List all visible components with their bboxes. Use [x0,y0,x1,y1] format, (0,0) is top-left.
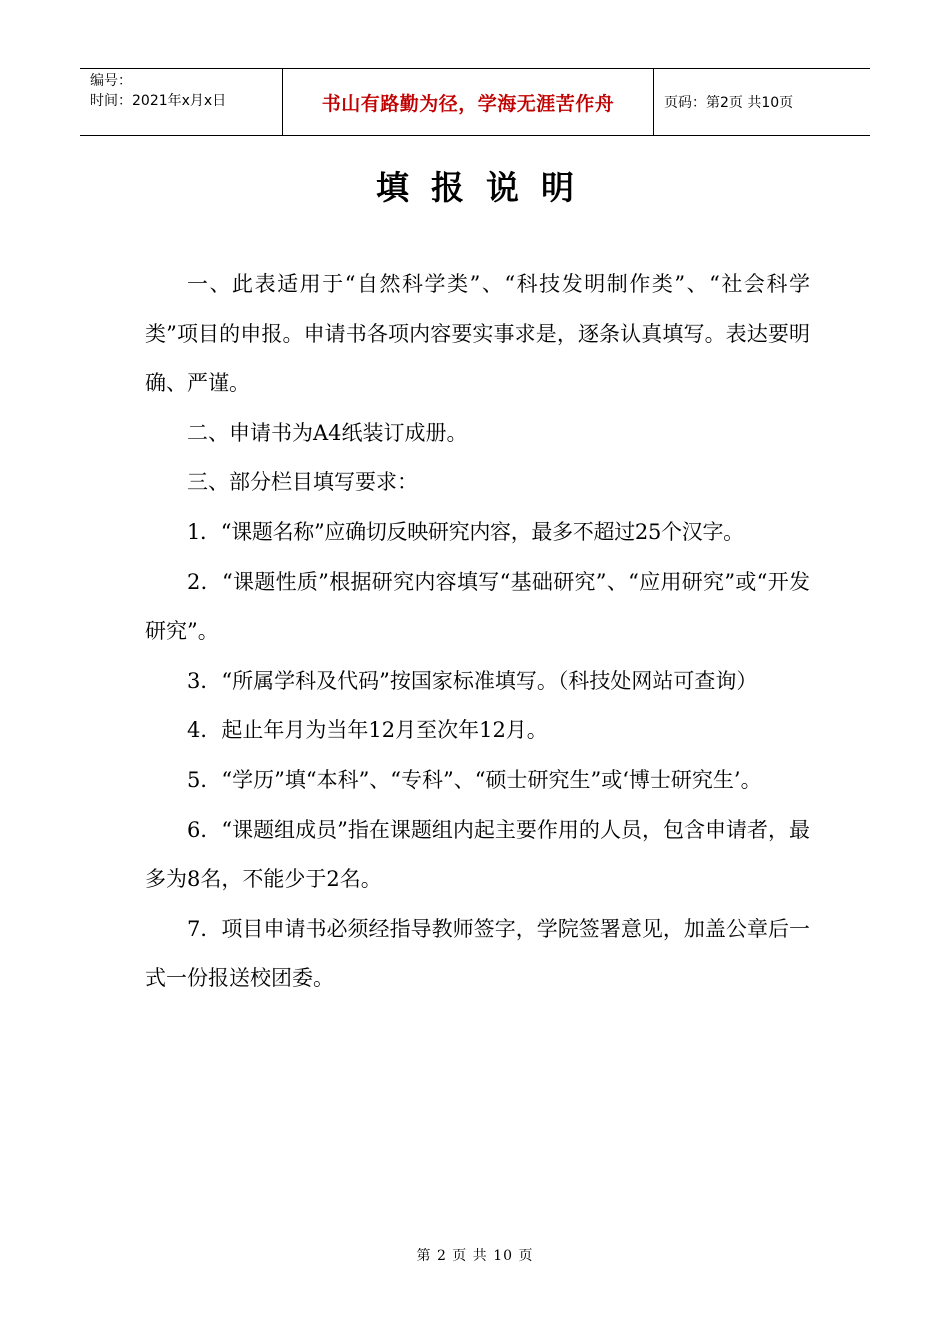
item-7: 7．项目申请书必须经指导教师签字，学院签署意见，加盖公章后一式一份报送校团委。 [145,916,810,991]
item-1: 1．“课题名称”应确切反映研究内容，最多不超过25个汉字。 [187,519,744,544]
document-date: 时间：2021年x月x日 [90,93,227,109]
header-page-info: 页码：第2页 共10页 [664,95,794,111]
paragraph-1: 一、此表适用于“自然科学类”、“科技发明制作类”、“社会科学类”项目的申报。申请书各项内容要实事求是，逐条认真填写。表达要明确、严谨。 [145,272,810,396]
header-motto: 书山有路勤为径，学海无涯苦作舟 [282,69,654,135]
header-meta [80,69,282,135]
page-title: 填报说明 [376,168,596,207]
paragraph-2: 二、申请书为A4纸装订成册。 [187,420,468,445]
instructions-body [145,260,810,1004]
item-5: 5．“学历”填“本科”、“专科”、“硕士研究生”或‘博士研究生’。 [187,767,762,792]
item-2: 2．“课题性质”根据研究内容填写“基础研究”、“应用研究”或“开发研究”。 [145,569,810,644]
page-header [80,68,870,136]
paragraph-3: 三、部分栏目填写要求： [187,470,418,495]
page-footer: 第 2 页 共 10 页 [416,1248,534,1264]
document-number: 编号： [90,73,132,89]
item-3: 3．“所属学科及代码”按国家标准填写。（科技处网站可查询） [187,668,758,693]
item-6: 6．“课题组成员”指在课题组内起主要作用的人员，包含申请者，最多为8名，不能少于2名。 [145,817,810,892]
item-4: 4．起止年月为当年12月至次年12月。 [187,718,548,743]
